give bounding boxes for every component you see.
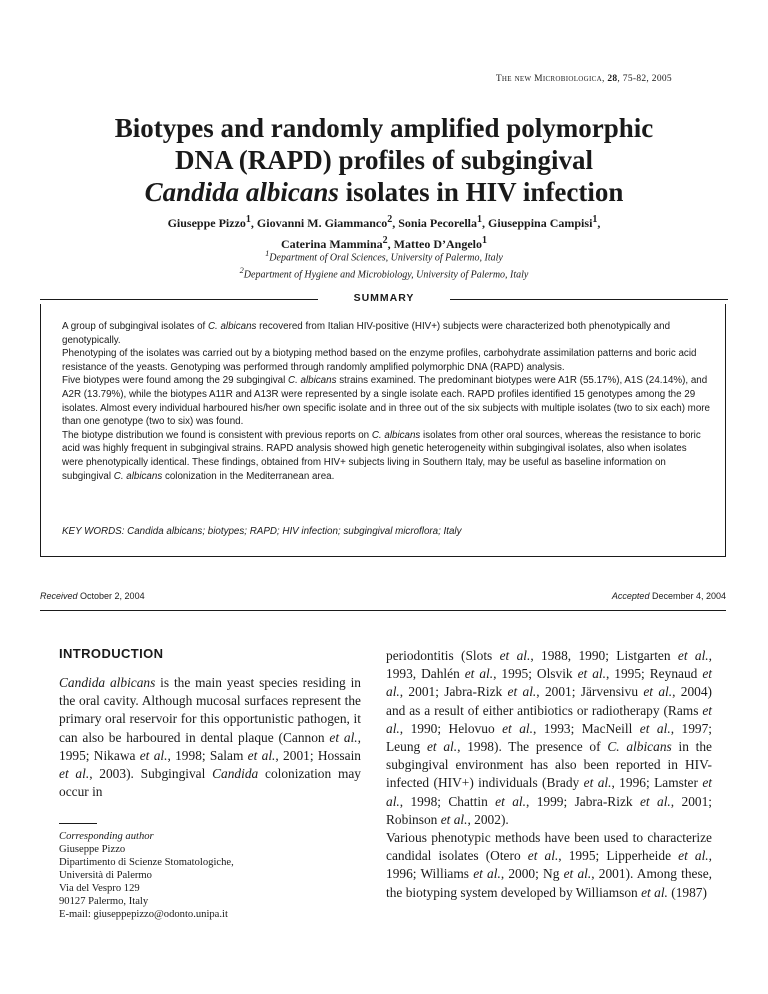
author: Giovanni M. Giammanco$^2$,	[256, 214, 399, 230]
corr-email[interactable]: E-mail: giuseppepizzo@odonto.unipa.it	[59, 909, 228, 920]
summary-text	[62, 320, 710, 483]
author: Caterina Mammina$^2$,	[281, 235, 394, 251]
corr-line: Via del Vespro 129	[59, 883, 140, 894]
title-species: Candida albicans	[144, 177, 339, 207]
title-line-2: DNA (RAPD) profiles of subgingival	[174, 145, 594, 175]
journal-pages: , 75-82, 2005	[617, 74, 672, 84]
introduction-heading: INTRODUCTION	[59, 646, 164, 661]
corr-line: Università di Palermo	[59, 870, 152, 881]
title-line-3-rest: isolates in HIV infection	[338, 177, 624, 207]
author: Giuseppe Pizzo$^1$,	[167, 214, 257, 230]
author: Sonia Pecorella$^1$,	[398, 214, 489, 230]
paper-title	[60, 112, 708, 208]
summary-paragraph: A group of subgingival isolates of C. albicans recovered from Italian HIV-positive (HIV+) subjects were characterized both phenotypically and genotypically.	[62, 321, 671, 346]
column-left	[59, 674, 361, 801]
corr-line: Dipartimento di Scienze Stomatologiche,	[59, 857, 234, 868]
intro-paragraph: periodontitis (Slots et al., 1988, 1990; Listgarten et al., 1993, Dahlén et al., 1995; Olsvik et al., 1995; Reynaud et al., 2001; Jabra-Rizk et al., 2001; Järvensivu et al., 2004) and as a result of either antibiotics or radiotherapy (Rams et al., 1990; Helovuo et al., 1993; MacNeill et al., 1997; Leung et al., 1998). The presence of C. albicans in the subgingival environment has also been reported in HIV-infected (HIV+) individuals (Brady et al., 1996; Lamster et al., 1998; Chattin et al., 1999; Jabra-Rizk et al., 2001; Robinson et al., 2002).	[386, 648, 713, 827]
corresponding-author	[59, 830, 359, 921]
intro-paragraph: Candida albicans is the main yeast species residing in the oral cavity. Although mucosal surfaces represent the primary oral reservoir for this opportunistic pathogen, it can also be harboured in dental plaque (Cannon et al., 1995; Nikawa et al., 1998; Salam et al., 2001; Hossain et al., 2003). Subgingival Candida colonization may occur in	[59, 675, 362, 800]
journal-header: The new Microbiologica, 28, 75-82, 2005	[495, 74, 672, 84]
footnote-rule	[59, 823, 97, 824]
corr-line: Giuseppe Pizzo	[59, 844, 126, 855]
corresponding-heading: Corresponding author	[59, 831, 154, 842]
author: Matteo D’Angelo$^1$	[393, 235, 487, 251]
affiliations	[80, 247, 688, 282]
journal-volume: 28	[607, 74, 618, 84]
summary-label: SUMMARY	[353, 292, 415, 304]
accepted-date: Accepted December 4, 2004	[611, 591, 726, 601]
affiliation: $^2$Department of Hygiene and Microbiology, University of Palermo, Italy	[239, 266, 529, 281]
summary-paragraph: Five biotypes were found among the 29 subgingival C. albicans strains examined. The predominant biotypes were A1R (55.17%), A1S (24.14%), and A2R (13.79%), while the biotypes A11R and A13R were represented by a single isolate each. RAPD profiles identified 15 genotypes among the 29 isolates. Almost every individual harboured his/her own specific isolate and in three out of the six subjects with multiple isolates (two to six each) more than one genotype (two to six) was found.	[62, 375, 710, 428]
journal-the: The	[495, 74, 512, 84]
author: Giuseppina Campisi$^1$,	[488, 214, 601, 230]
column-right	[386, 647, 712, 902]
keywords: KEY WORDS: Candida albicans; biotypes; RAPD; HIV infection; subgingival microflora; Italy	[62, 526, 462, 537]
summary-paragraph: Phenotyping of the isolates was carried out by a biotyping method based on the enzyme profiles, carbohydrate assimilation patterns and boric acid resistance of the yeasts. Genotyping was performed through randomly amplified polymorphic DNA (RAPD) analysis.	[62, 348, 697, 373]
intro-paragraph: Various phenotypic methods have been used to characterize candidal isolates (Otero et al., 1995; Lipperheide et al., 1996; Williams et al., 2000; Ng et al., 2001). Among these, the biotyping system developed by Williamson et al. (1987)	[386, 830, 713, 900]
corr-line: 90127 Palermo, Italy	[59, 896, 149, 907]
summary-rule-right	[450, 299, 728, 300]
received-date: Received October 2, 2004	[40, 591, 145, 601]
affiliation: $^1$Department of Oral Sciences, University of Palermo, Italy	[265, 249, 503, 264]
summary-paragraph: The biotype distribution we found is consistent with previous reports on C. albicans isolates from other oral sources, whereas the resistance to boric acid was highly frequent in subgingival strains. RAPD analysis showed high genetic heterogeneity within subgingival isolates, also when isolates were phenotypically identical. These findings, obtained from HIV+ subjects living in Southern Italy, may be useful as baseline information on subgingival C. albicans colonization in the Mediterranean area.	[62, 429, 701, 482]
journal-name: new Microbiologica	[514, 74, 602, 84]
kw-species: Candida albicans	[127, 526, 203, 537]
title-line-1: Biotypes and randomly amplified polymorphic	[114, 113, 654, 143]
dates-divider	[40, 610, 726, 611]
title-line-3	[60, 176, 708, 208]
